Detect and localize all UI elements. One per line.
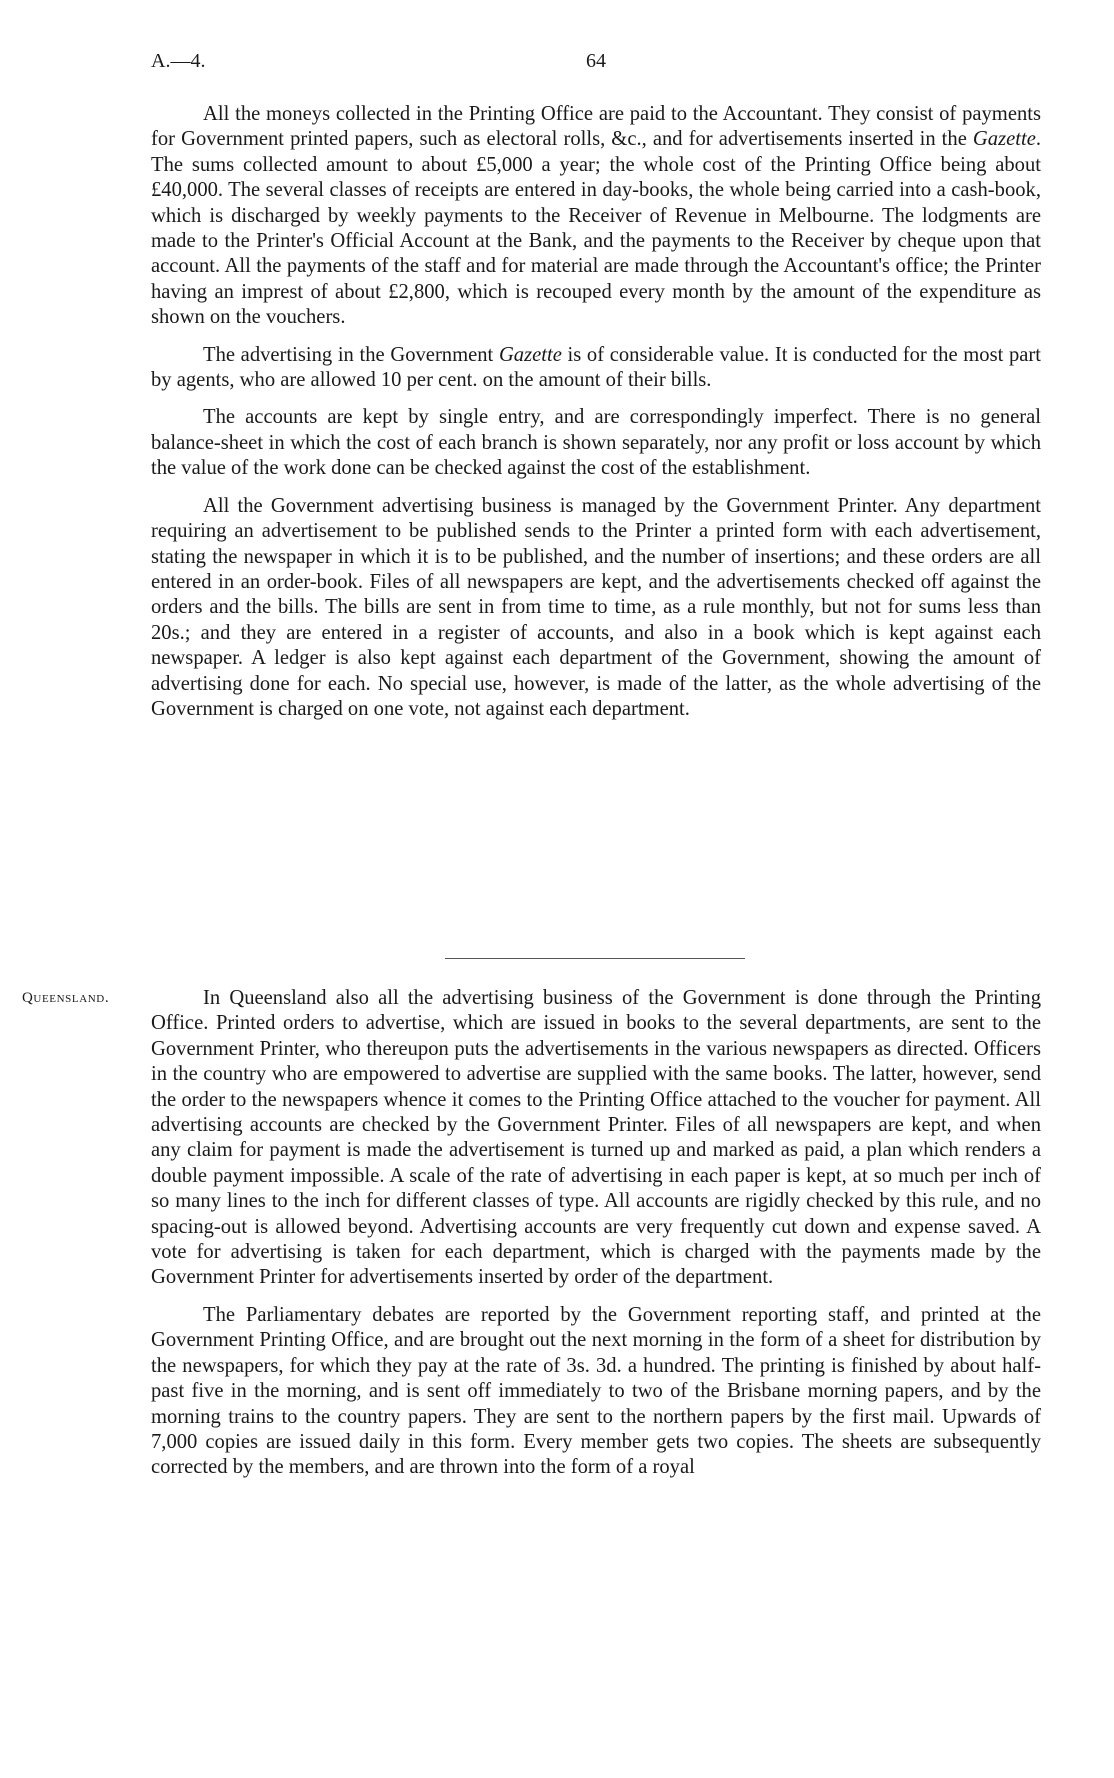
queensland-section [151,986,1041,1493]
sidenote-queensland: Queensland. [22,990,110,1006]
page-number: 64 [586,50,606,72]
paragraph-gazette-advertising: The advertising in the Government Gazette is of considerable value. It is conducted for the most part by agents, who are allowed 10 per cent. on the amount of their bills. [151,343,1041,392]
section-divider [445,958,745,959]
document-reference: A.—4. [151,50,206,72]
paragraph-accounts: All the moneys collected in the Printing Office are paid to the Accountant. They consist of payments for Government printed papers, such as electoral rolls, &c., and for advertisements inserted in the Gazette. The sums collected amount to about £5,000 a year; the whole cost of the Printing Office being about £40,000. The several classes of receipts are entered in day-books, the whole being carried into a cash-book, which is discharged by weekly payments to the Receiver of Revenue in Melbourne. The lodgments are made to the Printer's Official Account at the Bank, and the payments to the Receiver by cheque upon that account. All the payments of the staff and for material are made through the Accountant's office; the Printer having an imprest of about £2,800, which is recouped every month by the amount of the expenditure as shown on the vouchers. [151,103,1041,329]
page-header [151,50,1041,80]
paragraph-queensland-advertising: In Queensland also all the advertising business of the Government is done through the Printing Office. Printed orders to advertise, which are issued in books to the several departments, are sent to the Government Printer, who thereupon puts the advertisements in the various newspapers as directed. Officers in the country who are empowered to advertise are supplied with the same books. The latter, however, send the order to the newspapers whence it comes to the Printing Office attached to the voucher for payment. All advertising accounts are checked by the Government Printer. Files of all newspapers are kept, and when any claim for payment is made the advertisement is turned up and marked as paid, a plan which renders a double payment impossible. A scale of the rate of advertising in each paper is kept, at so much per inch of so many lines to the inch for different classes of type. All accounts are rigidly checked by this rule, and no spacing-out is allowed beyond. Advertising accounts are very frequently cut down and expense saved. A vote for advertising is taken for each department, which is charged with the payments made by the Government Printer for advertisements inserted by order of the department. [151,987,1041,1289]
paragraph-parliamentary-debates: The Parliamentary debates are reported by the Government reporting staff, and printed at the Government Printing Office, and are brought out the next morning in the form of a sheet for distribution by the newspapers, for which they pay at the rate of 3s. 3d. a hundred. The printing is finished by about half-past five in the morning, and is sent off immediately to two of the Brisbane morning papers, and by the morning trains to the country papers. They are sent to the northern papers by the first mail. Upwards of 7,000 copies are issued daily in this form. Every member gets two copies. The sheets are subsequently corrected by the members, and are thrown into the form of a royal [151,1303,1041,1479]
victoria-section [151,102,1041,734]
paragraph-government-advertising: All the Government advertising business is managed by the Government Printer. Any department requiring an advertisement to be published sends to the Printer a printed form with each advertisement, stating the newspaper in which it is to be published, and the number of insertions; and these orders are all entered in an order-book. Files of all newspapers are kept, and the advertisements checked off against the orders and the bills. The bills are sent in from time to time, as a rule monthly, but not for sums less than 20s.; and they are entered in a register of accounts, and also in a book which is kept against each newspaper. A ledger is also kept against each department of the Government, showing the amount of advertising done for each. No special use, however, is made of the latter, as the whole advertising of the Government is charged on one vote, not against each department. [151,494,1041,720]
paragraph-single-entry: The accounts are kept by single entry, and are correspondingly imperfect. There is no general balance-sheet in which the cost of each branch is shown separately, nor any profit or loss account by which the value of the work done can be checked against the cost of the establishment. [151,406,1041,480]
